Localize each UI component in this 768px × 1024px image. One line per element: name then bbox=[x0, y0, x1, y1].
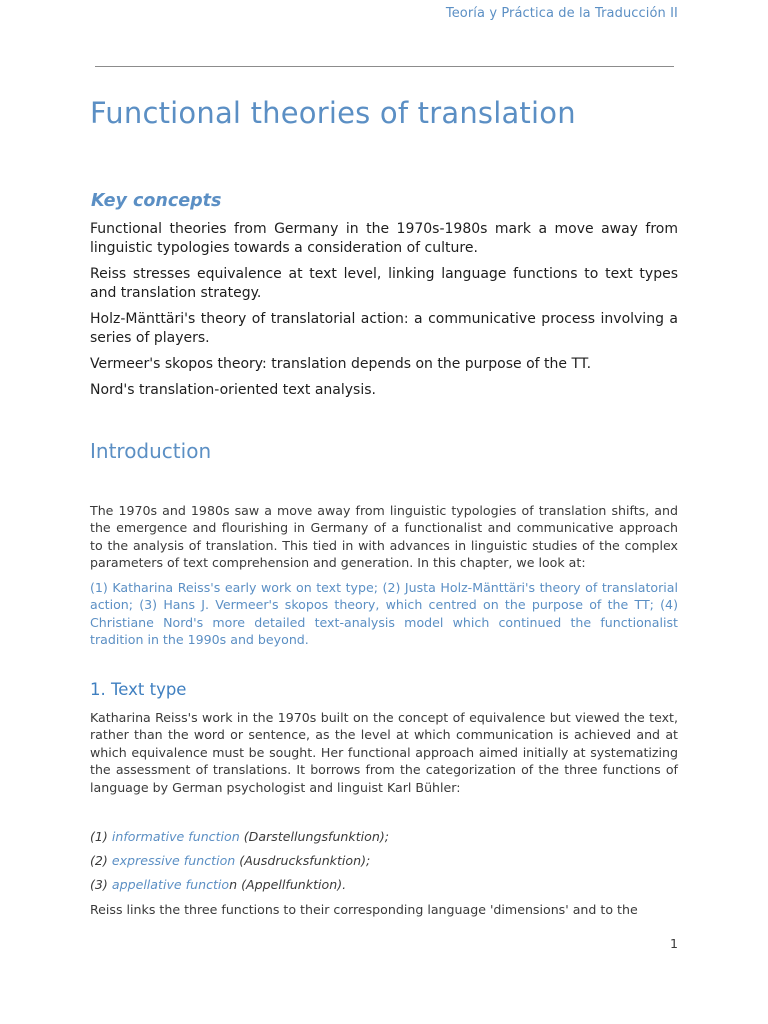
key-concept-item: Nord's translation-oriented text analysis. bbox=[90, 382, 376, 398]
function-german-term: (Ausdrucksfunktion); bbox=[239, 853, 371, 868]
running-header: Teoría y Práctica de la Traducción II bbox=[445, 6, 678, 21]
function-item bbox=[90, 876, 678, 893]
key-concept-item: Holz-Mänttäri's theory of translatorial action: a communicative process involving a series of players. bbox=[90, 311, 678, 346]
function-number: (1) bbox=[90, 829, 108, 844]
function-german-term: (Darstellungsfunktion); bbox=[243, 829, 389, 844]
key-concept-item: Functional theories from Germany in the 1970s-1980s mark a move away from linguistic typologies towards a consideration of culture. bbox=[90, 221, 678, 256]
page-number: 1 bbox=[669, 936, 678, 951]
text-type-continuation-paragraph: Reiss links the three functions to their corresponding language 'dimensions' and to the bbox=[90, 902, 638, 917]
function-item bbox=[90, 828, 678, 845]
key-concept-item: Reiss stresses equivalence at text level, linking language functions to text types and translation strategy. bbox=[90, 266, 678, 301]
function-name: appellative functio bbox=[111, 877, 230, 892]
introduction-overview-paragraph: (1) Katharina Reiss's early work on text type; (2) Justa Holz-Mänttäri's theory of translatorial action; (3) Hans J. Vermeer's skopos theory, which centred on the purpose of the TT; (4) Christiane Nord's more detailed text-analysis model which continued the functionalist tradition in the 1990s and beyond. bbox=[90, 580, 678, 648]
function-name: informative function bbox=[111, 829, 240, 844]
header-rule bbox=[95, 66, 674, 67]
key-concept-item: Vermeer's skopos theory: translation depends on the purpose of the TT. bbox=[90, 356, 592, 372]
function-name: expressive function bbox=[111, 853, 236, 868]
introduction-paragraph: The 1970s and 1980s saw a move away from linguistic typologies of translation shifts, and the emergence and flourishing in Germany of a functionalist and communicative approach to the analysis of translation. This tied in with advances in linguistic studies of the complex parameters of text comprehension and generation. In this chapter, we look at: bbox=[90, 503, 678, 571]
function-number: (3) bbox=[90, 877, 108, 892]
text-type-paragraph: Katharina Reiss's work in the 1970s built on the concept of equivalence but viewed the text, rather than the word or sentence, as the level at which communication is achieved and at which equivalence must be sought. Her functional approach aimed initially at systematizing the assessment of translations. It borrows from the categorization of the three functions of language by German psychologist and linguist Karl Bühler: bbox=[90, 710, 678, 795]
language-functions-list bbox=[90, 828, 678, 900]
text-type-heading: 1. Text type bbox=[90, 680, 187, 699]
key-concepts-list bbox=[90, 220, 678, 407]
introduction-heading: Introduction bbox=[90, 439, 212, 463]
function-german-term: n (Appellfunktion). bbox=[229, 877, 347, 892]
function-number: (2) bbox=[90, 853, 108, 868]
function-item bbox=[90, 852, 678, 869]
key-concepts-heading: Key concepts bbox=[91, 191, 222, 211]
page-title: Functional theories of translation bbox=[90, 96, 576, 130]
